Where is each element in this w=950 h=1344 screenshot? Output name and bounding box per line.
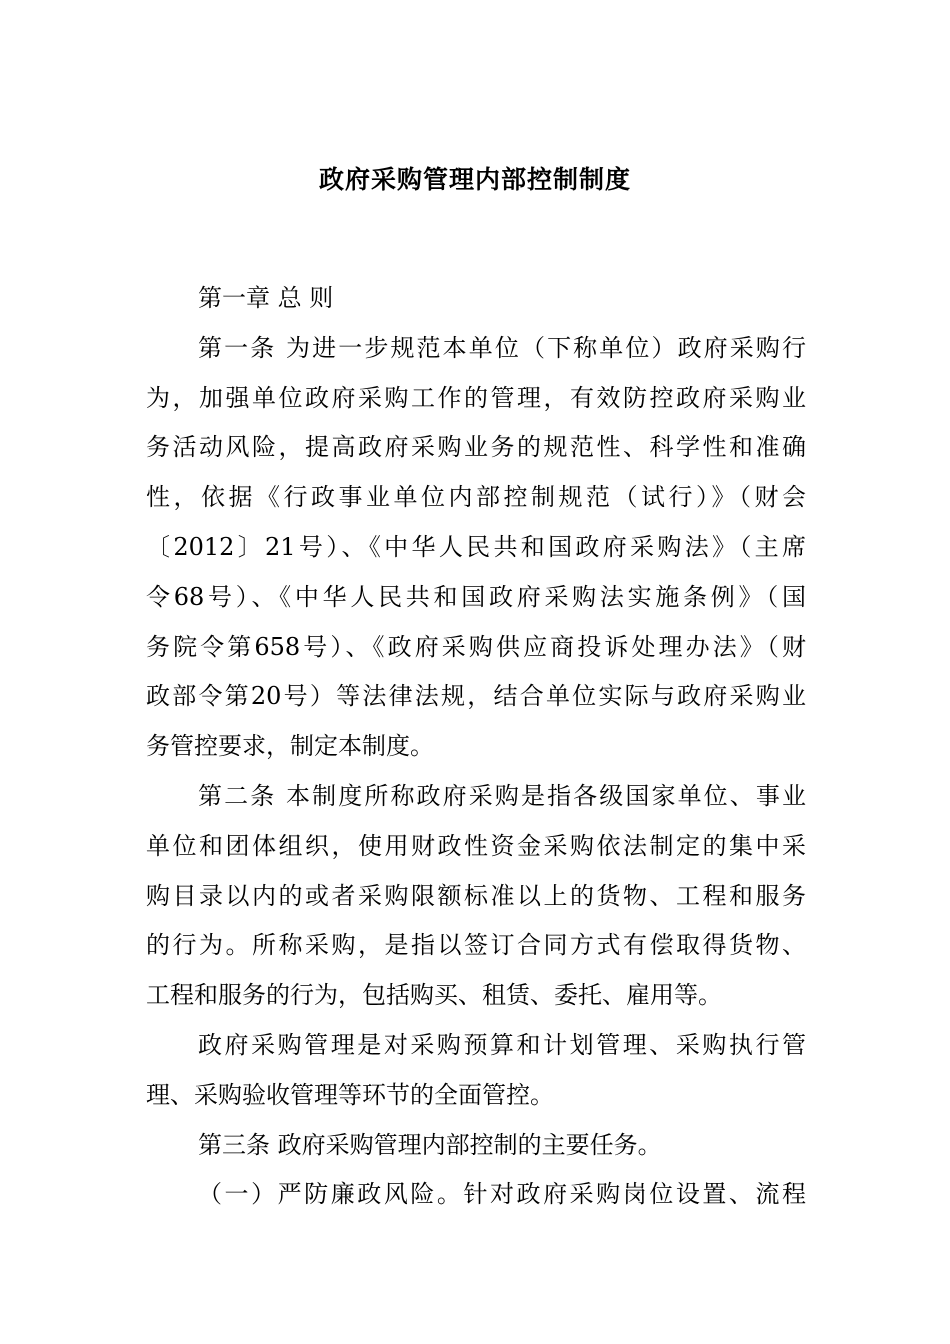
article-1-line: 政部令第20号）等法律法规，结合单位实际与政府采购业 — [146, 682, 806, 711]
item-1 — [146, 1170, 806, 1220]
article-2-line: 第二条 本制度所称政府采购是指各级国家单位、事业 — [198, 781, 806, 810]
article-1-line: 性，依据《行政事业单位内部控制规范（试行）》（财会 — [146, 483, 806, 512]
article-3 — [146, 1121, 806, 1171]
paragraph-management-line: 政府采购管理是对采购预算和计划管理、采购执行管 — [198, 1030, 806, 1059]
article-2 — [146, 772, 806, 1021]
article-2-line: 购目录以内的或者采购限额标准以上的货物、工程和服务 — [146, 881, 806, 910]
article-1-line: 第一条 为进一步规范本单位（下称单位）政府采购行 — [198, 333, 806, 362]
article-2-line: 的行为。所称采购，是指以签订合同方式有偿取得货物、 — [146, 931, 806, 960]
chapter-heading: 第一章 总 则 — [198, 284, 334, 312]
article-1-line: 务院令第658号）、《政府采购供应商投诉处理办法》（财 — [146, 632, 806, 661]
document-body — [146, 274, 806, 1220]
document-title: 政府采购管理内部控制制度 — [318, 165, 631, 194]
item-1-line: （一）严防廉政风险。针对政府采购岗位设置、流程 — [198, 1180, 806, 1209]
article-1-line: 为，加强单位政府采购工作的管理，有效防控政府采购业 — [146, 383, 806, 412]
article-1-line: 务管控要求，制定本制度。 — [146, 732, 434, 761]
paragraph-management-line: 理、采购验收管理等环节的全面管控。 — [146, 1080, 554, 1109]
article-1 — [146, 324, 806, 772]
article-1-line: 〔2012〕21号）、《中华人民共和国政府采购法》（主席 — [146, 532, 806, 561]
paragraph-management — [146, 1021, 806, 1121]
article-1-line: 务活动风险，提高政府采购业务的规范性、科学性和准确 — [146, 433, 806, 462]
article-2-line: 工程和服务的行为，包括购买、租赁、委托、雇用等。 — [146, 981, 722, 1010]
article-2-line: 单位和团体组织，使用财政性资金采购依法制定的集中采 — [146, 831, 806, 860]
article-1-line: 令68号）、《中华人民共和国政府采购法实施条例》（国 — [146, 582, 806, 611]
article-3-line: 第三条 政府采购管理内部控制的主要任务。 — [198, 1130, 662, 1159]
